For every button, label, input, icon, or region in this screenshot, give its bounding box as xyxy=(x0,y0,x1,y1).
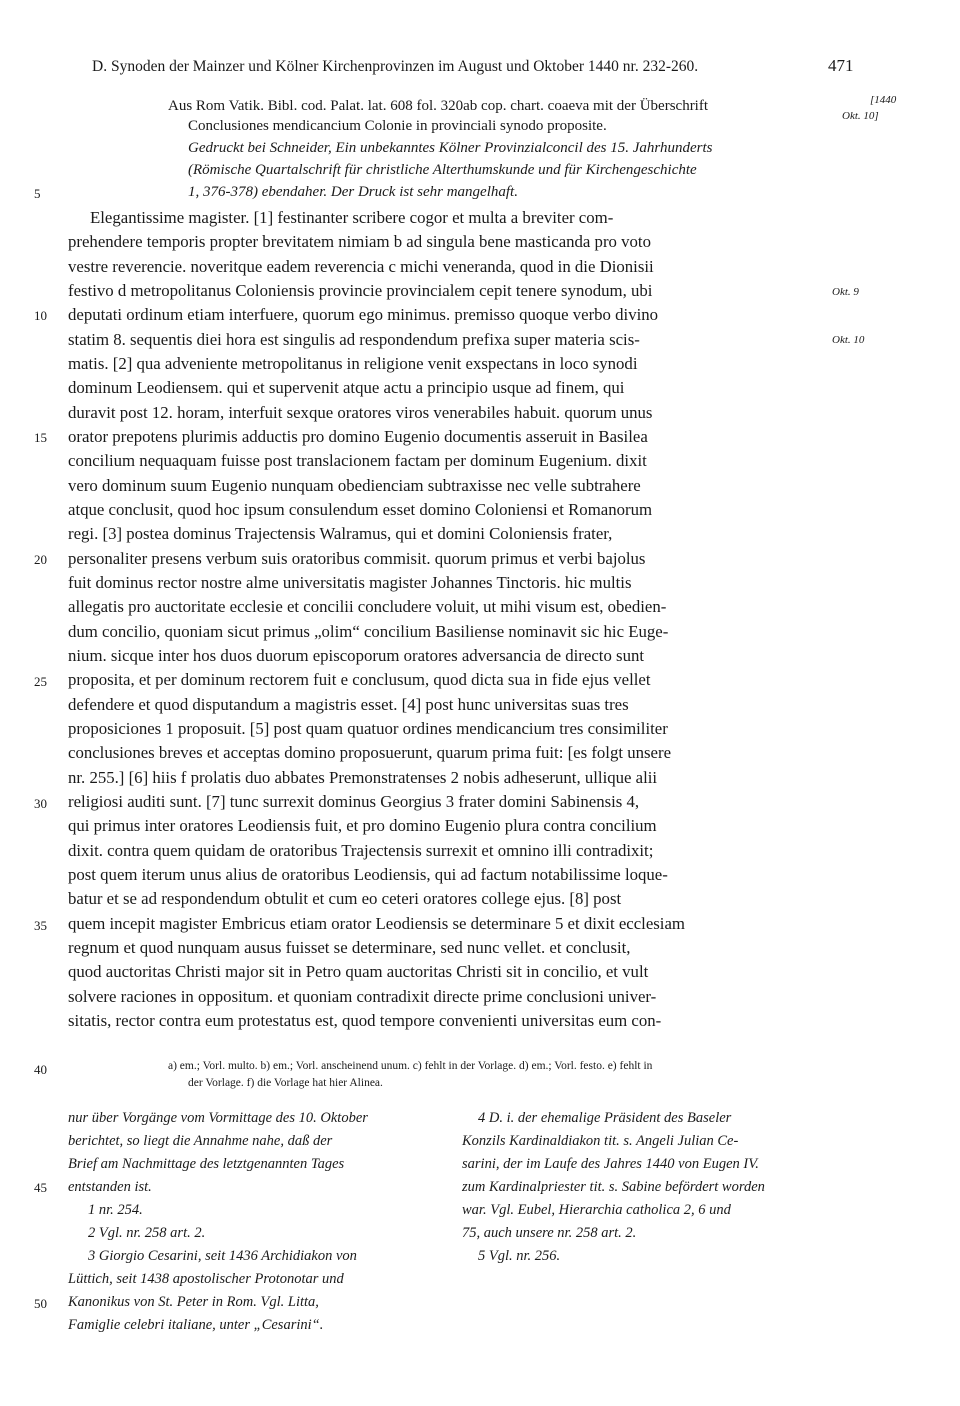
body-line: festivo d metropolitanus Coloniensis provincie provincialem cepit tenere synodum, ubi xyxy=(68,281,653,300)
apparatus-line: der Vorlage. f) die Vorlage hat hier Alinea. xyxy=(188,1077,383,1089)
footnote-line: berichtet, so liegt die Annahme nahe, daß der xyxy=(68,1133,333,1149)
footnote-line: 3 Giorgio Cesarini, seit 1436 Archidiakon von xyxy=(88,1248,357,1264)
body-line: batur et se ad respondendum obtulit et cum eo ceteri oratores college ejus. [8] post xyxy=(68,889,622,908)
body-line: defendere et quod disputandum a magistris esset. [4] post hunc universitas suas tres xyxy=(68,695,629,714)
footnote-line: zum Kardinalpriester tit. s. Sabine befördert worden xyxy=(462,1179,765,1195)
page-number: 471 xyxy=(828,56,854,75)
line-number: 35 xyxy=(34,918,47,933)
line-number: 5 xyxy=(34,186,41,201)
source-line: Gedruckt bei Schneider, Ein unbekanntes Kölner Provinzialconcil des 15. Jahrhunderts xyxy=(188,140,713,156)
margin-note-date: [1440 xyxy=(870,94,897,106)
footnote-line: Konzils Kardinaldiakon tit. s. Angeli Julian Ce- xyxy=(462,1133,739,1149)
footnote-line: Lüttich, seit 1438 apostolischer Protonotar und xyxy=(68,1271,344,1287)
body-line: deputati ordinum etiam interfuere, quorum ego minimus. premisso quoque verbo divino xyxy=(68,305,659,324)
body-line: proposita, et per dominum rectorem fuit e conclusum, quod dicta sua in fide ejus vellet xyxy=(68,670,651,689)
body-line: fuit dominus rector nostre alme universitatis magister Johannes Tinctoris. hic multis xyxy=(68,573,632,592)
line-number: 25 xyxy=(34,674,47,689)
body-line: personaliter presens verbum suis oratoribus commisit. quorum primus et verbi bajolus xyxy=(68,549,646,568)
body-line: regnum et quod nunquam ausus fuisset se determinare, sed nunc vellet. et conclusit, xyxy=(68,938,631,957)
footnote-line: entstanden ist. xyxy=(68,1179,152,1195)
source-line: 1, 376-378) ebendaher. Der Druck ist sehr mangelhaft. xyxy=(188,184,518,200)
footnote-line: 2 Vgl. nr. 258 art. 2. xyxy=(88,1225,206,1241)
footnote-line: war. Vgl. Eubel, Hierarchia catholica 2, 6 und xyxy=(462,1202,731,1218)
margin-note-date: Okt. 9 xyxy=(832,286,859,298)
source-line: Aus Rom Vatik. Bibl. cod. Palat. lat. 608 fol. 320ab cop. chart. coaeva mit der Überschrift xyxy=(168,98,709,114)
margin-note-date: Okt. 10 xyxy=(832,334,865,346)
body-line: proposiciones 1 proposuit. [5] post quam quatuor ordines mendicancium tres consimiliter xyxy=(68,719,668,738)
body-line: post quem iterum unus alius de oratoribus Leodiensis, qui ad factum notabilissime loque- xyxy=(68,865,668,884)
body-line: solvere raciones in oppositum. et quoniam contradixit directe prime conclusioni univer- xyxy=(68,987,657,1006)
footnote-line: Kanonikus von St. Peter in Rom. Vgl. Litta, xyxy=(68,1294,319,1310)
source-line: (Römische Quartalschrift für christliche Alterthumskunde und für Kirchengeschichte xyxy=(188,162,697,178)
body-line: duravit post 12. horam, interfuit sexque oratores viros venerabiles habuit. quorum unus xyxy=(68,403,653,422)
body-line: concilium nequaquam fuisse post translacionem factam per dominum Eugenium. dixit xyxy=(68,451,647,470)
body-line: dixit. contra quem quidam de oratoribus Trajectensis surrexit et omnino illi contradixit; xyxy=(68,841,654,860)
body-line: quem incepit magister Embricus etiam orator Leodiensis se determinare 5 et dixit ecclesiam xyxy=(68,914,685,933)
footnote-line: Famiglie celebri italiane, unter „Cesarini“. xyxy=(68,1317,324,1333)
body-line: statim 8. sequentis diei hora est singulis ad respondendum prefixa super materia scis- xyxy=(68,330,640,349)
running-title: D. Synoden der Mainzer und Kölner Kirchenprovinzen im August und Oktober 1440 nr. 232-260. xyxy=(92,58,699,75)
line-number: 10 xyxy=(34,308,47,323)
margin-note-date: Okt. 10] xyxy=(842,110,879,122)
body-line: Elegantissime magister. [1] festinanter scribere cogor et multa a breviter com- xyxy=(90,208,614,227)
line-number: 50 xyxy=(34,1296,47,1311)
body-line: sitatis, rector contra eum protestatus est, quod tempore convenienti universitas eum con- xyxy=(68,1011,662,1030)
body-line: atque conclusit, quod hoc ipsum consulendum esset domino Coloniensi et Romanorum xyxy=(68,500,653,519)
footnote-line: Brief am Nachmittage des letztgenannten Tages xyxy=(68,1156,345,1172)
line-number: 30 xyxy=(34,796,47,811)
body-line: matis. [2] qua adveniente metropolitanus in religione venit exspectans in loco synodi xyxy=(68,354,638,373)
body-line: nr. 255.] [6] hiis f prolatis duo abbates Premonstratenses 2 nobis adheserunt, ullique alii xyxy=(68,768,658,787)
body-line: vero dominum suum Eugenio nunquam obedienciam subtraxisse nec velle subtrahere xyxy=(68,476,641,495)
footnote-line: 5 Vgl. nr. 256. xyxy=(478,1248,561,1264)
line-number: 40 xyxy=(34,1062,47,1077)
body-line: vestre reverencie. noveritque eadem reverencia c michi veneranda, quod in die Dionisii xyxy=(68,257,654,276)
body-line: conclusiones breves et acceptas domino proposuerunt, quarum prima fuit: [es folgt unsere xyxy=(68,743,672,762)
footnote-line: 75, auch unsere nr. 258 art. 2. xyxy=(462,1225,637,1241)
footnote-line: nur über Vorgänge vom Vormittage des 10. Oktober xyxy=(68,1110,368,1126)
source-line: Conclusiones mendicancium Colonie in provinciali synodo proposite. xyxy=(188,118,607,134)
line-number: 15 xyxy=(34,430,47,445)
body-line: religiosi auditi sunt. [7] tunc surrexit dominus Georgius 3 frater domini Sabinensis 4, xyxy=(68,792,640,811)
body-line: qui primus inter oratores Leodiensis fuit, et pro domino Eugenio plura contra concilium xyxy=(68,816,657,835)
apparatus-line: a) em.; Vorl. multo. b) em.; Vorl. anscheinend unum. c) fehlt in der Vorlage. d) em.; Vorl. festo. e) fehlt in xyxy=(168,1060,653,1072)
body-line: orator prepotens plurimis adductis pro domino Eugenio documentis asseruit in Basilea xyxy=(68,427,648,446)
body-line: regi. [3] postea dominus Trajectensis Walramus, qui et domini Coloniensis frater, xyxy=(68,524,613,543)
body-line: prehendere temporis propter brevitatem nimiam b ad singula bene masticanda pro voto xyxy=(68,232,651,251)
body-line: nium. sicque inter hos duos duorum episcoporum oratores adversancia de directo sunt xyxy=(68,646,645,665)
body-line: quod auctoritas Christi major sit in Petro quam auctoritas Christi sit in concilio, et vult xyxy=(68,962,649,981)
body-line: dominum Leodiensem. qui et supervenit atque actu a principio usque ad finem, qui xyxy=(68,378,625,397)
body-line: allegatis pro auctoritate ecclesie et concilii concludere voluit, ut mihi visum est, obedien- xyxy=(68,597,667,616)
footnote-line: 1 nr. 254. xyxy=(88,1202,143,1218)
body-line: dum concilio, quoniam sicut primus „olim“ concilium Basiliense nominavit sic hic Euge- xyxy=(68,622,669,641)
line-number: 45 xyxy=(34,1180,47,1195)
footnote-line: sarini, der im Laufe des Jahres 1440 von Eugen IV. xyxy=(462,1156,759,1172)
line-number: 20 xyxy=(34,552,47,567)
footnote-line: 4 D. i. der ehemalige Präsident des Baseler xyxy=(478,1110,732,1126)
